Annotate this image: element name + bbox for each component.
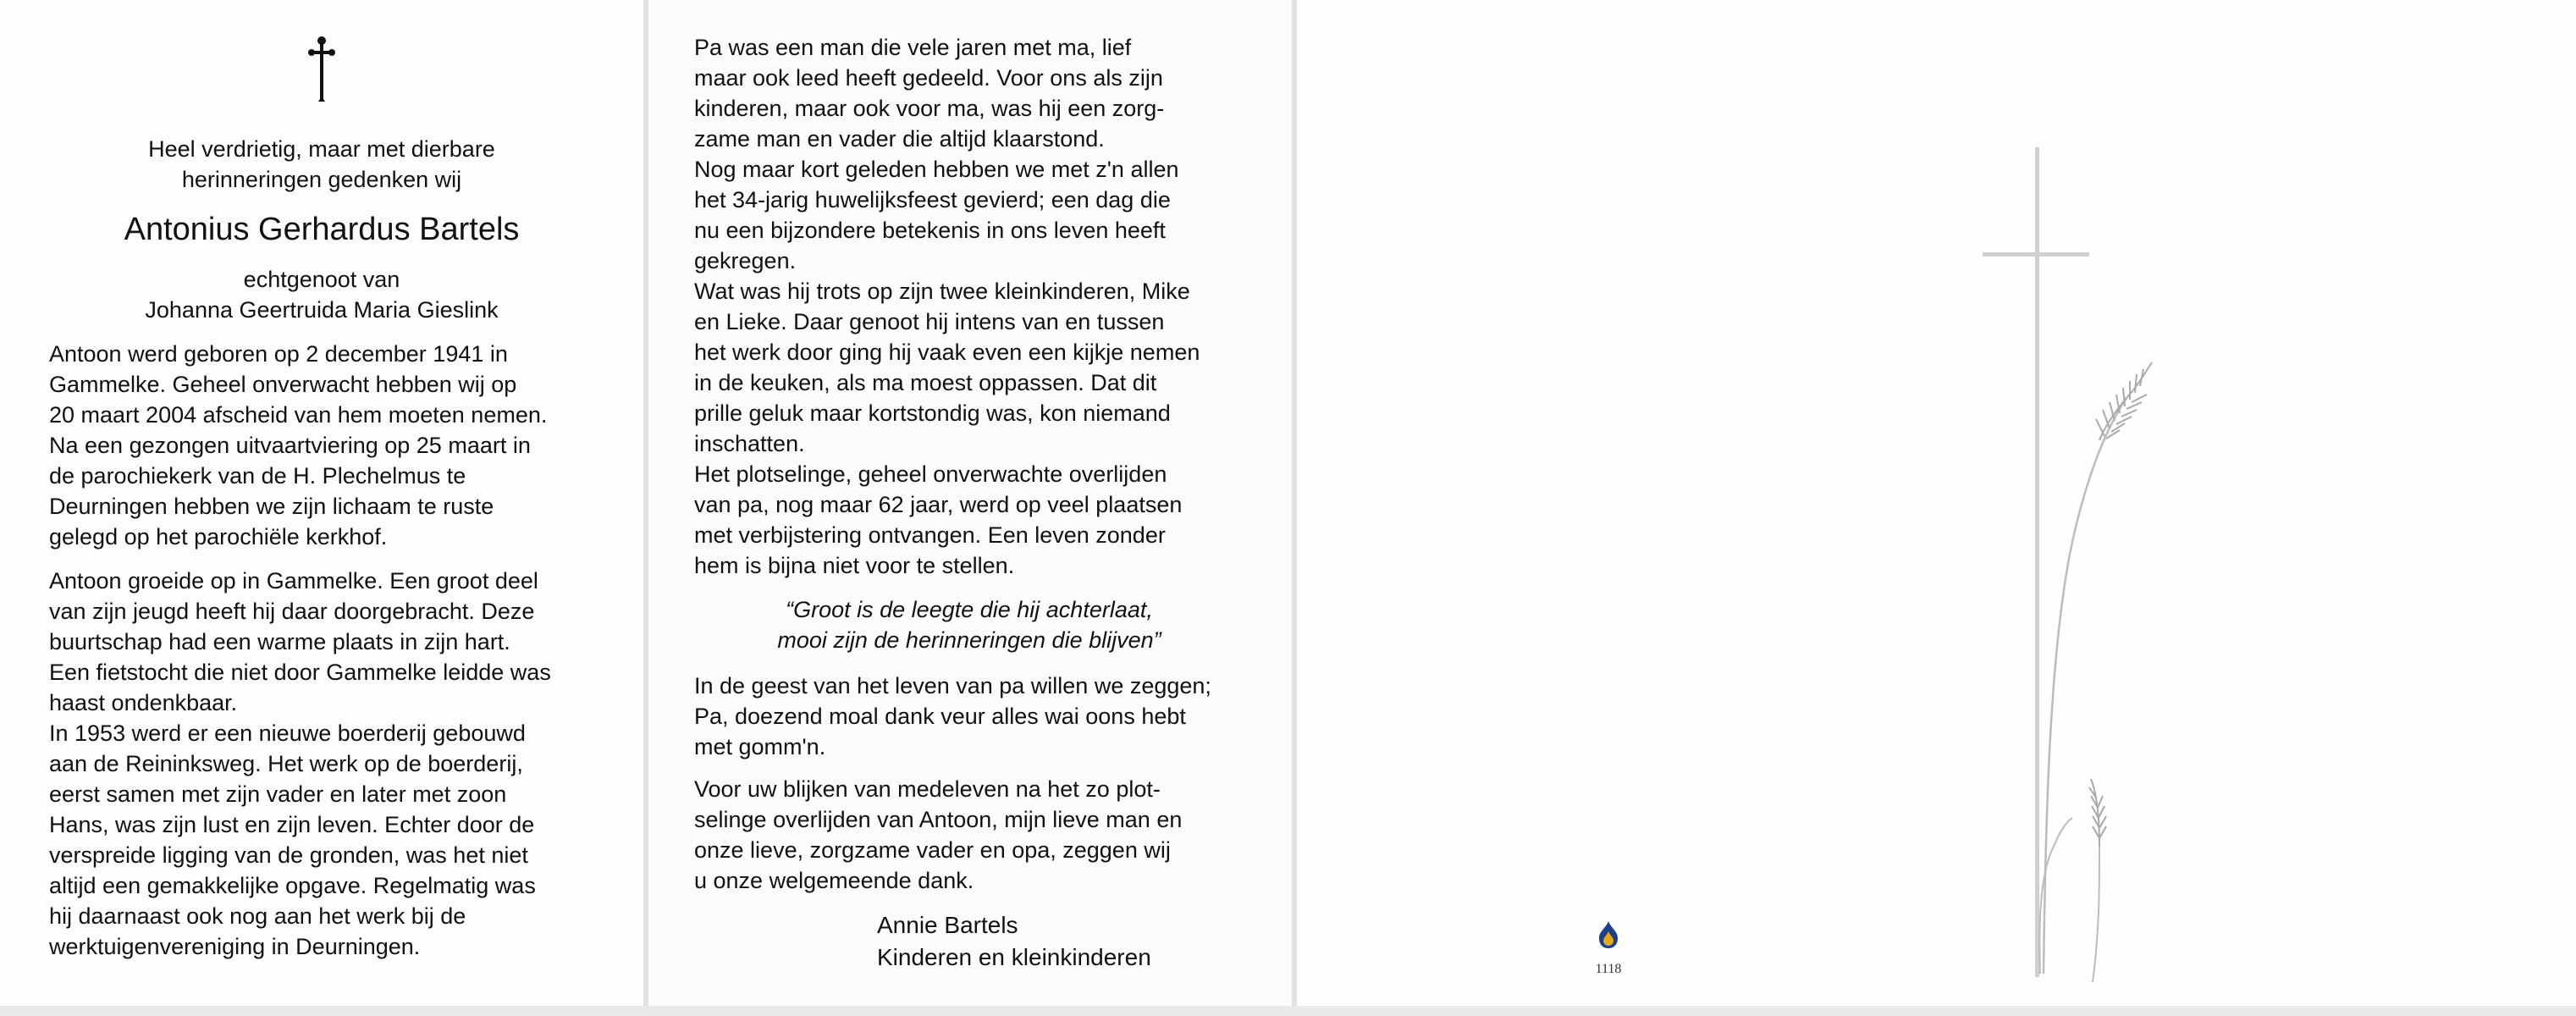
text-line: en Lieke. Daar genoot hij intens van en tussen <box>694 309 1165 334</box>
text-line: u onze welgemeende dank. <box>694 868 974 893</box>
text-line: Antoon groeide op in Gammelke. Een groot deel <box>49 568 538 594</box>
card-bottom-edge <box>0 1006 2576 1016</box>
text-line: Antoon werd geboren op 2 december 1941 in <box>49 341 508 367</box>
thanks-paragraph <box>694 774 1243 896</box>
signature-family: Kinderen en kleinkinderen <box>877 944 1151 970</box>
text-line: 20 maart 2004 afscheid van hem moeten nemen. <box>49 402 548 428</box>
text-line: altijd een gemakkelijke opgave. Regelmatig was <box>49 873 536 898</box>
text-line: selinge overlijden van Antoon, mijn lieve man en <box>694 807 1183 832</box>
biography-paragraph <box>49 339 601 552</box>
text-line: zame man en vader die altijd klaarstond. <box>694 126 1105 152</box>
quote-line: mooi zijn de herinneringen die blijven” <box>777 627 1161 653</box>
intro-line: Heel verdrietig, maar met dierbare <box>148 136 495 162</box>
text-line: in de keuken, als ma moest oppassen. Dat dit <box>694 370 1157 395</box>
text-line: Pa was een man die vele jaren met ma, lief <box>694 35 1132 60</box>
text-line: Het plotselinge, geheel onverwachte overlijden <box>694 461 1167 487</box>
text-line: van zijn jeugd heeft hij daar doorgebracht. Deze <box>49 599 535 624</box>
memorial-quote <box>677 594 1261 655</box>
text-line: inschatten. <box>694 431 805 456</box>
text-line: Gammelke. Geheel onverwacht hebben wij op <box>49 372 517 397</box>
text-line: Pa, doezend moal dank veur alles wai oons hebt <box>694 704 1186 729</box>
text-line: Deurningen hebben we zijn lichaam te ruste <box>49 494 494 519</box>
text-line: In de geest van het leven van pa willen we zeggen; <box>694 673 1211 698</box>
text-line: gekregen. <box>694 248 797 273</box>
text-line: het werk door ging hij vaak even een kijkje nemen <box>694 340 1200 365</box>
text-line: prille geluk maar kortstondig was, kon niemand <box>694 400 1171 426</box>
card-back-panel <box>1297 0 2576 1016</box>
text-line: het 34-jarig huwelijksfeest gevierd; een dag die <box>694 187 1171 213</box>
text-line: buurtschap had een warme plaats in zijn hart. <box>49 629 510 654</box>
spouse-name: Johanna Geertruida Maria Gieslink <box>145 297 499 323</box>
fold-line <box>643 0 648 1016</box>
intro-line: herinneringen gedenken wij <box>181 167 462 192</box>
intro-text <box>34 134 610 195</box>
text-line: gelegd op het parochiële kerkhof. <box>49 524 388 549</box>
text-line: Nog maar kort geleden hebben we met z'n allen <box>694 157 1179 182</box>
quote-line: “Groot is de leegte die hij achterlaat, <box>786 597 1153 622</box>
text-line: verspreide ligging van de gronden, was het niet <box>49 842 528 868</box>
text-line: Voor uw blijken van medeleven na het zo plot- <box>694 776 1161 802</box>
deceased-name: Antonius Gerhardus Bartels <box>124 212 520 247</box>
text-line: maar ook leed heeft gedeeld. Voor ons als zijn <box>694 65 1163 91</box>
text-line: onze lieve, zorgzame vader en opa, zeggen wij <box>694 837 1171 863</box>
text-line: aan de Reininksweg. Het werk op de boerderij, <box>49 751 523 776</box>
cross-with-wheat-icon <box>1972 144 2159 991</box>
text-line: de parochiekerk van de H. Plechelmus te <box>49 463 466 489</box>
printer-number: 1118 <box>1595 962 1622 976</box>
text-line: met gomm'n. <box>694 734 826 759</box>
memorial-paragraph <box>694 671 1243 762</box>
cross-icon <box>305 30 339 103</box>
text-line: kinderen, maar ook voor ma, was hij een zorg- <box>694 96 1165 121</box>
text-line: haast ondenkbaar. <box>49 690 238 715</box>
text-line: werktuigenvereniging in Deurningen. <box>49 934 421 959</box>
signature-name: Annie Bartels <box>877 912 1018 938</box>
text-line: nu een bijzondere betekenis in ons leven heeft <box>694 218 1166 243</box>
text-line: Wat was hij trots op zijn twee kleinkinderen, Mike <box>694 279 1190 304</box>
text-line: van pa, nog maar 62 jaar, werd op veel plaatsen <box>694 492 1183 517</box>
text-line: eerst samen met zijn vader en later met zoon <box>49 781 507 807</box>
flame-logo-icon <box>1597 919 1620 950</box>
text-line: met verbijstering ontvangen. Een leven zonder <box>694 522 1166 548</box>
signature-block <box>877 909 1151 974</box>
text-line: hem is bijna niet voor te stellen. <box>694 553 1015 578</box>
memorial-paragraph <box>694 32 1243 581</box>
text-line: Een fietstocht die niet door Gammelke leidde was <box>49 660 551 685</box>
spouse-block <box>34 264 610 325</box>
fold-line <box>1292 0 1297 1016</box>
text-line: In 1953 werd er een nieuwe boerderij gebouwd <box>49 721 526 746</box>
spouse-label: echtgenoot van <box>243 267 400 292</box>
text-line: Hans, was zijn lust en zijn leven. Echter door de <box>49 812 535 837</box>
biography-paragraph <box>49 566 601 962</box>
text-line: hij daarnaast ook nog aan het werk bij de <box>49 903 466 929</box>
text-line: Na een gezongen uitvaartviering op 25 maart in <box>49 433 531 458</box>
